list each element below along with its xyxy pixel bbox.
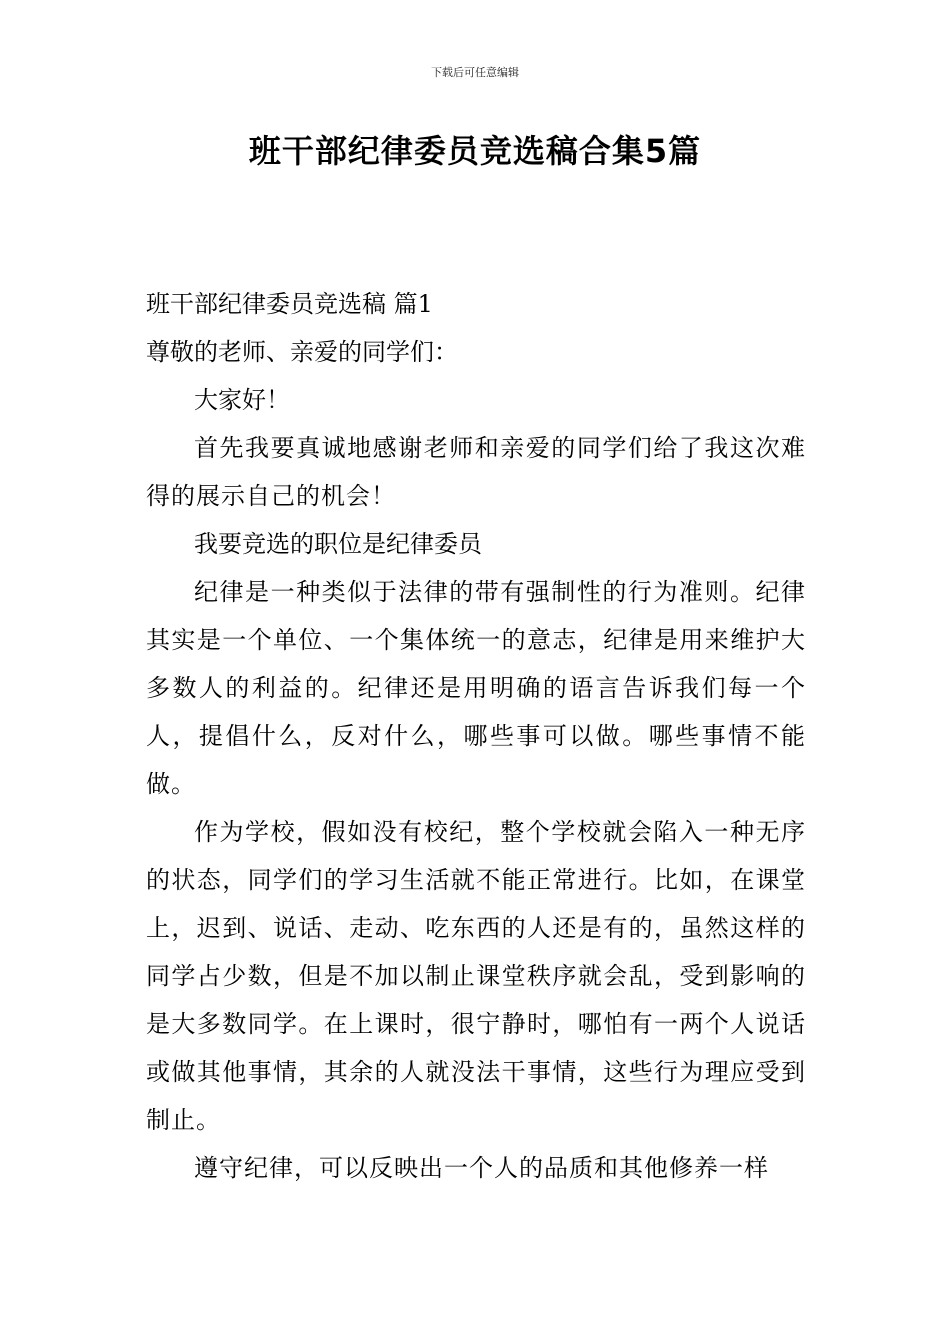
paragraph-position: 我要竞选的职位是纪律委员 <box>194 530 482 558</box>
paragraph-school-example: 作为学校，假如没有校纪，整个学校就会陷入一种无序的状态，同学们的学习生活就不能正常进行。比如，在课堂上，迟到、说话、走动、吃东西的人还是有的，虽然这样的同学占少数，但是不加以制止课堂秩序就会乱，受到影响的是大多数同学。在上课时，很宁静时，哪怕有一两个人说话或做其他事情，其余的人就没法干事情，这些行为理应受到制止。 <box>146 818 806 1134</box>
document-title: 班干部纪律委员竞选稿合集5篇 <box>248 132 702 170</box>
salutation: 尊敬的老师、亲爱的同学们： <box>146 338 458 366</box>
paragraph-discipline-definition: 纪律是一种类似于法律的带有强制性的行为准则。纪律其实是一个单位、一个集体统一的意志，纪律是用来维护大多数人的利益的。纪律还是用明确的语言告诉我们每一个人，提倡什么，反对什么，哪些事可以做。哪些事情不能做。 <box>146 578 806 798</box>
header-note: 下载后可任意编辑 <box>431 66 519 79</box>
paragraph-observe-discipline: 遵守纪律，可以反映出一个人的品质和其他修养一样 <box>194 1154 769 1182</box>
paragraph-thanks: 首先我要真诚地感谢老师和亲爱的同学们给了我这次难得的展示自己的机会！ <box>146 434 806 510</box>
paragraph-greeting: 大家好！ <box>194 386 290 414</box>
document-body <box>146 280 806 1192</box>
section-heading: 班干部纪律委员竞选稿 篇1 <box>146 290 433 318</box>
